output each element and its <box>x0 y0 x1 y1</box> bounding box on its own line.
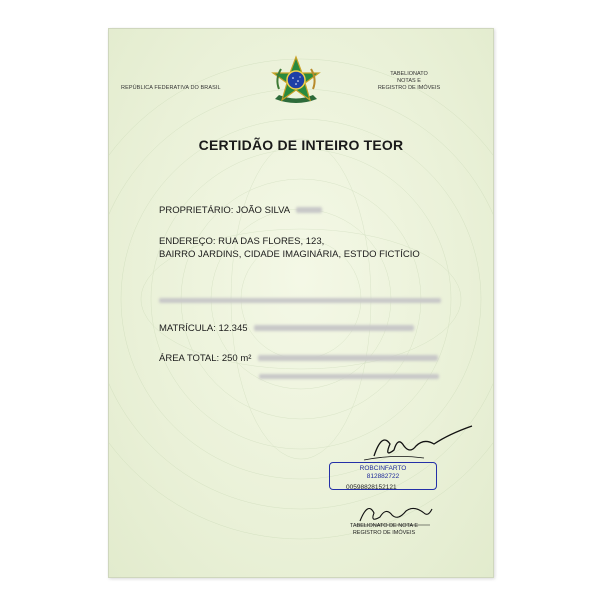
area-field <box>159 353 438 364</box>
redacted-line <box>159 295 441 306</box>
stamp-line: ROBCINFARTO <box>359 465 407 472</box>
registration-label: MATRÍCULA: 12.345 <box>159 323 248 334</box>
certificate-paper <box>108 28 494 578</box>
redacted-text <box>159 298 441 303</box>
owner-label: PROPRIETÁRIO: JOÃO SILVA <box>159 205 290 216</box>
redacted-text <box>258 355 438 361</box>
seal-number: 00598828152121 <box>346 484 397 491</box>
document-title: CERTIDÃO DE INTEIRO TEOR <box>198 137 404 153</box>
address-line: BAIRRO JARDINS, CIDADE IMAGINÁRIA, ESTDO FICTÍCIO <box>159 249 420 260</box>
header-office-line: TABELIONATO <box>390 71 428 77</box>
address-line: ENDEREÇO: RUA DAS FLORES, 123, <box>159 236 325 247</box>
redacted-line <box>259 371 439 382</box>
header-office-line: NOTAS E <box>397 78 421 84</box>
signature-icon <box>354 424 474 464</box>
stamp-line: 812882722 <box>366 473 400 480</box>
header-country: REPÚBLICA FEDERATIVA DO BRASIL <box>121 85 221 91</box>
header-office-line: REGISTRO DE IMÓVEIS <box>377 85 441 91</box>
redacted-text <box>254 325 414 331</box>
signature-caption <box>339 523 429 537</box>
signature-caption-line: TABELIONATO DE NOTA E <box>349 523 419 529</box>
area-label: ÁREA TOTAL: 250 m² <box>159 353 252 364</box>
signature-caption-line: REGISTRO DE IMÓVEIS <box>352 530 416 536</box>
redacted-text <box>259 374 439 379</box>
header-office <box>359 71 459 92</box>
owner-field <box>159 205 322 216</box>
redacted-text <box>296 207 322 213</box>
registration-field <box>159 323 414 334</box>
address-field <box>159 235 420 261</box>
brazil-coat-of-arms-icon <box>269 55 323 109</box>
